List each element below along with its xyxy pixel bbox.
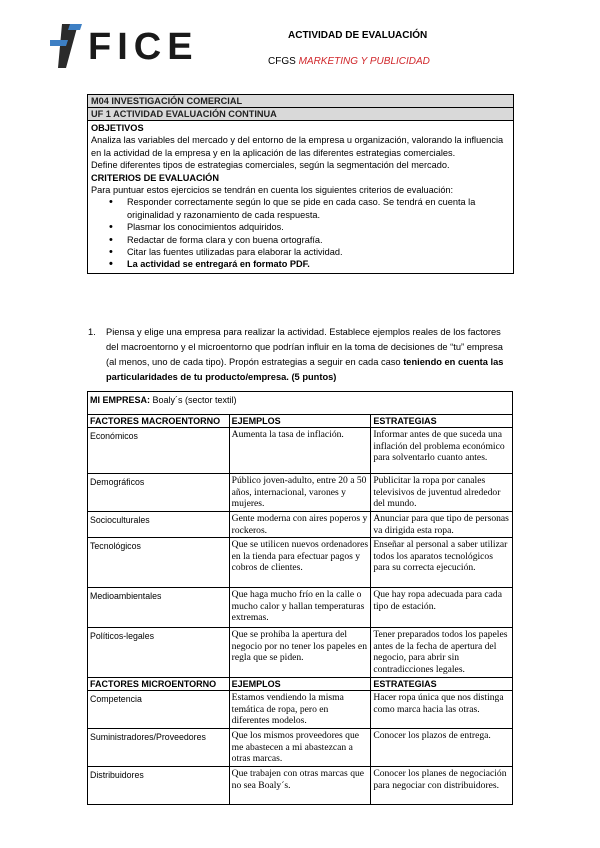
- table-row: [88, 767, 513, 805]
- example-cell: Que se utilicen nuevos ordenadores en la tienda para efectuar pagos y cobros de clientes.: [229, 538, 371, 588]
- criteria-item: • Plasmar los conocimientos adquiridos.: [127, 221, 510, 233]
- strategy-cell: Informar antes de que suceda una inflación del problema económico para solventarlo cuanto antes.: [371, 428, 513, 474]
- factor-cell: Distribuidores: [88, 767, 230, 805]
- strategy-cell: Tener preparados todos los papeles antes de la fecha de apertura del negocio, para abrir sin contradicciones legales.: [371, 628, 513, 678]
- module-info-box: [87, 94, 514, 274]
- module-code: M04 INVESTIGACIÓN COMERCIAL: [88, 95, 513, 108]
- criteria-list: [91, 196, 510, 270]
- factor-cell: Demográficos: [88, 474, 230, 512]
- factor-cell: Medioambientales: [88, 588, 230, 628]
- criteria-item: • La actividad se entregará en formato PDF.: [127, 258, 510, 270]
- objectives-text-2: Define diferentes tipos de estrategias comerciales, según la segmentación del mercado.: [91, 160, 450, 171]
- strategy-cell: Que hay ropa adecuada para cada tipo de estación.: [371, 588, 513, 628]
- fice-logo: [48, 20, 199, 72]
- strategy-cell: Anunciar para que tipo de personas va dirigida esta ropa.: [371, 512, 513, 538]
- example-cell: Estamos vendiendo la misma temática de ropa, pero en diferentes modelos.: [229, 691, 371, 729]
- criteria-intro: Para puntuar estos ejercicios se tendrán en cuenta los siguientes criterios de evaluación:: [91, 185, 454, 196]
- environment-table: [87, 391, 513, 805]
- factor-cell: Competencia: [88, 691, 230, 729]
- col-header: FACTORES MICROENTORNO: [88, 678, 230, 691]
- factor-cell: Socioculturales: [88, 512, 230, 538]
- fice-logo-mark-icon: [48, 20, 88, 72]
- factor-cell: Tecnológicos: [88, 538, 230, 588]
- col-header: ESTRATEGIAS: [371, 415, 513, 428]
- question-bold-text: teniendo en cuenta las particularidades de tu producto/empresa. (5 puntos): [106, 357, 504, 382]
- table-row: [88, 628, 513, 678]
- col-header: ESTRATEGIAS: [371, 678, 513, 691]
- table-row: [88, 512, 513, 538]
- criteria-item: • Redactar de forma clara y con buena ortografía.: [127, 234, 510, 246]
- unit-title: UF 1 ACTIVIDAD EVALUACIÓN CONTINUA: [88, 108, 513, 121]
- factor-cell: Suministradores/Proveedores: [88, 729, 230, 767]
- table-row: [88, 691, 513, 729]
- micro-header-row: [88, 678, 513, 691]
- logo-wordmark: FICE: [88, 26, 199, 68]
- strategy-cell: Conocer los planes de negociación para negociar con distribuidores.: [371, 767, 513, 805]
- cycle-name: MARKETING Y PUBLICIDAD: [298, 56, 430, 67]
- table-row: [88, 428, 513, 474]
- example-cell: Que se prohíba la apertura del negocio por no tener los papeles en regla que se piden.: [229, 628, 371, 678]
- criteria-item: • Responder correctamente según lo que se pide en cada caso. Se tendrá en cuenta la originalidad y razonamiento de cada respuesta.: [127, 196, 510, 221]
- table-row: [88, 729, 513, 767]
- strategy-cell: Conocer los plazos de entrega.: [371, 729, 513, 767]
- question-number: 1.: [88, 327, 96, 337]
- objectives-text-1: Analiza las variables del mercado y del entorno de la empresa u organización, valorando la influencia en la actividad de la empresa y en la aplicación de las diferentes estrategias comerciales.: [91, 135, 504, 158]
- example-cell: Que trabajen con otras marcas que no sea Boaly´s.: [229, 767, 371, 805]
- strategy-cell: Publicitar la ropa por canales televisivos de juventud alrededor del mundo.: [371, 474, 513, 512]
- macro-header-row: [88, 415, 513, 428]
- cycle-line: [268, 56, 430, 67]
- example-cell: Aumenta la tasa de inflación.: [229, 428, 371, 474]
- example-cell: Que haga mucho frío en la calle o mucho calor y hallan temperaturas extremas.: [229, 588, 371, 628]
- company-label: MI EMPRESA:: [90, 395, 151, 405]
- col-header: EJEMPLOS: [229, 415, 371, 428]
- question-text: Piensa y elige una empresa para realizar la actividad. Establece ejemplos reales de los factores del macroentorno y el microentorno que podrían influir en la toma de decisiones de “tu” empresa (al menos, uno de cada tipo). Propón estrategias a seguir en cada caso: [106, 327, 503, 367]
- module-content: [88, 121, 513, 273]
- strategy-cell: Enseñar al personal a saber utilizar todos los aparatos tecnológicos para su correcta ejecución.: [371, 538, 513, 588]
- page-title: ACTIVIDAD DE EVALUACIÓN: [288, 30, 428, 41]
- example-cell: Que los mismos proveedores que me abastecen a mi abastezcan a otras marcas.: [229, 729, 371, 767]
- example-cell: Público joven-adulto, entre 20 a 50 años, internacional, varones y mujeres.: [229, 474, 371, 512]
- table-row: [88, 538, 513, 588]
- question-1: [88, 325, 508, 385]
- objectives-heading: OBJETIVOS: [91, 123, 144, 133]
- company-value: Boaly´s (sector textil): [152, 395, 237, 405]
- criteria-heading: CRITERIOS DE EVALUACIÓN: [91, 172, 219, 183]
- criteria-item: • Citar las fuentes utilizadas para elaborar la actividad.: [127, 246, 510, 258]
- factor-cell: Políticos-legales: [88, 628, 230, 678]
- cycle-prefix: CFGS: [268, 56, 296, 67]
- factor-cell: Económicos: [88, 428, 230, 474]
- company-row: [88, 392, 513, 415]
- table-row: [88, 474, 513, 512]
- table-row: [88, 588, 513, 628]
- example-cell: Gente moderna con aires poperos y rockeros.: [229, 512, 371, 538]
- col-header: EJEMPLOS: [229, 678, 371, 691]
- col-header: FACTORES MACROENTORNO: [88, 415, 230, 428]
- strategy-cell: Hacer ropa única que nos distinga como marca hacia las otras.: [371, 691, 513, 729]
